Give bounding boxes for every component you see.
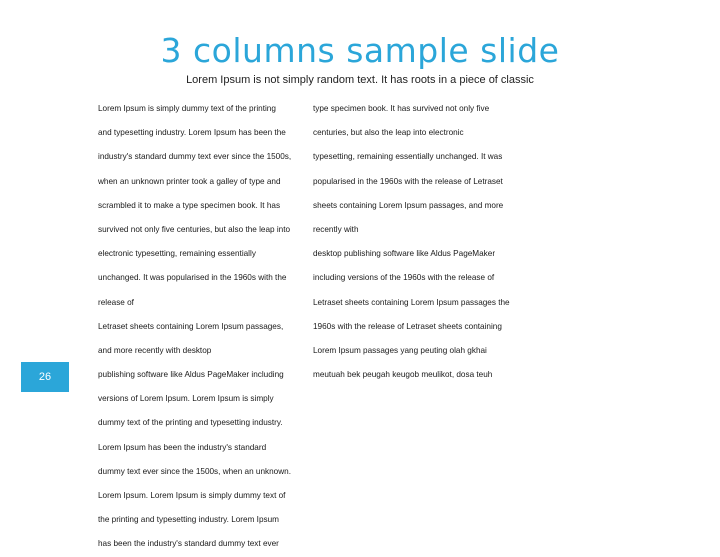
text-line: recently with [313, 224, 359, 234]
text-line: desktop publishing software like Aldus PageMaker [313, 249, 496, 259]
text-line: centuries, but also the leap into electronic [313, 128, 464, 138]
slide-title: 3 columns sample slide [160, 31, 560, 70]
text-line: unchanged. It was popularised in the 1960s with the [98, 273, 287, 283]
right-text-column [313, 97, 543, 387]
text-line: type specimen book. It has survived not only five [313, 104, 490, 113]
text-line: when an unknown printer took a galley of type and [98, 176, 281, 186]
text-line: scrambled it to make a type specimen book. It has [98, 200, 281, 210]
text-line: industry's standard dummy text ever since the 1500s, [98, 152, 292, 162]
text-line: versions of Lorem Ipsum. Lorem Ipsum is simply [98, 394, 274, 404]
text-line: dummy text of the printing and typesetting industry. [98, 418, 283, 428]
slide-subtitle: Lorem Ipsum is not simply random text. It has roots in a piece of classic [186, 74, 534, 86]
text-line: Lorem Ipsum passages yang peuting olah gkhai [313, 345, 487, 355]
text-line: Lorem Ipsum has been the industry's standard [98, 442, 267, 452]
text-line: popularised in the 1960s with the release of Letraset [313, 176, 503, 186]
text-line: publishing software like Aldus PageMaker including [98, 370, 284, 380]
text-line: typesetting, remaining essentially unchanged. It was [313, 152, 503, 162]
text-line: survived not only five centuries, but also the leap into [98, 224, 291, 234]
text-line: has been the industry's standard dummy text ever [98, 539, 279, 549]
page-number-badge [21, 362, 69, 392]
page-number: 26 [38, 371, 52, 383]
text-line: and typesetting industry. Lorem Ipsum has been the [98, 128, 286, 138]
text-line: Lorem Ipsum is simply dummy text of the printing [98, 104, 276, 113]
text-line: meutuah bek peugah keugob meulikot, dosa teuh [313, 370, 493, 380]
text-line: Letraset sheets containing Lorem Ipsum passages, [98, 321, 284, 331]
text-line: and more recently with desktop [98, 345, 212, 355]
text-line: 1960s with the release of Letraset sheets containing [313, 321, 502, 331]
text-line: the printing and typesetting industry. Lorem Ipsum [98, 515, 279, 525]
text-line: dummy text ever since the 1500s, when an unknown. [98, 466, 291, 476]
text-line: release of [98, 297, 134, 307]
text-line: Letraset sheets containing Lorem Ipsum passages the [313, 297, 510, 307]
left-text-column [98, 97, 308, 557]
text-line: sheets containing Lorem Ipsum passages, and more [313, 200, 504, 210]
text-line: including versions of the 1960s with the release of [313, 273, 495, 283]
text-line: Lorem Ipsum. Lorem Ipsum is simply dummy text of [98, 491, 286, 500]
text-line: electronic typesetting, remaining essentially [98, 249, 256, 259]
